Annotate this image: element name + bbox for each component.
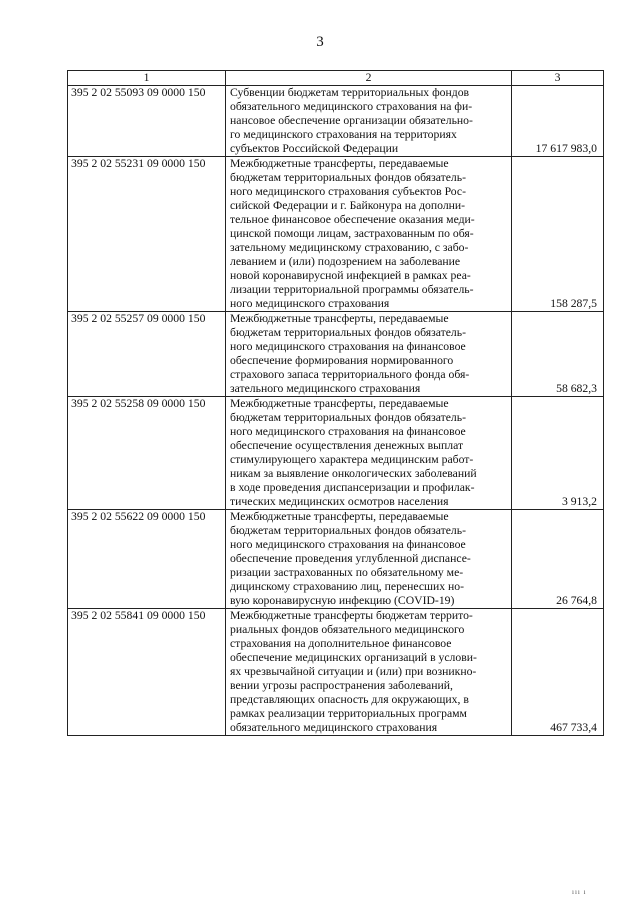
budget-code-cell: 395 2 02 55841 09 0000 150 (68, 609, 226, 736)
description-line: Межбюджетные трансферты, передаваемые (230, 510, 449, 523)
description-line: Межбюджетные трансферты бюджетам террито- (230, 609, 473, 622)
description-line: Субвенции бюджетам территориальных фондов (230, 86, 470, 99)
table-row (68, 86, 604, 157)
description-line: сийской Федерации и г. Байконура на дополни- (230, 199, 466, 212)
description-line: ного медицинского страхования (230, 297, 390, 310)
description-cell (226, 86, 512, 157)
description-line: леванием и (или) подозрением на заболевание (230, 255, 461, 268)
table-row (68, 510, 604, 609)
description-line: рамках реализации территориальных программ (230, 707, 467, 720)
description-line: нансовое обеспечение организации обязательно- (230, 114, 473, 127)
description-line: обеспечение медицинских организаций в услови- (230, 651, 477, 664)
budget-code-cell: 395 2 02 55258 09 0000 150 (68, 397, 226, 510)
description-cell (226, 609, 512, 736)
description-cell (226, 510, 512, 609)
description-line: ного медицинского страхования субъектов Рос- (230, 185, 467, 198)
description-line: бюджетам территориальных фондов обязатель- (230, 326, 466, 339)
amount-cell: 17 617 983,0 (512, 86, 604, 157)
description-cell (226, 312, 512, 397)
description-line: Межбюджетные трансферты, передаваемые (230, 157, 449, 170)
description-line: го медицинского страхования на территориях (230, 128, 457, 141)
description-line: лизации территориальной программы обязатель- (230, 283, 474, 296)
description-line: дицинскому страхованию лиц, перенесших но- (230, 580, 465, 593)
description-line: субъектов Российской Федерации (230, 142, 399, 155)
amount-cell: 26 764,8 (512, 510, 604, 609)
description-line: представляющих опасность для окружающих, в (230, 693, 469, 706)
table-row (68, 397, 604, 510)
description-line: Межбюджетные трансферты, передаваемые (230, 397, 449, 410)
column-header-2: 2 (226, 71, 512, 86)
amount-cell: 158 287,5 (512, 157, 604, 312)
budget-table (67, 70, 604, 736)
description-line: ного медицинского страхования на финансовое (230, 340, 466, 353)
amount-cell: 3 913,2 (512, 397, 604, 510)
description-line: бюджетам территориальных фондов обязатель- (230, 171, 466, 184)
budget-code-cell: 395 2 02 55231 09 0000 150 (68, 157, 226, 312)
description-line: обеспечение осуществления денежных выплат (230, 439, 464, 452)
description-line: обязательного медицинского страхования (230, 721, 438, 734)
corner-scan-mark: ııı ı (572, 888, 587, 896)
table-row (68, 312, 604, 397)
description-line: зательному медицинскому страхованию, с забо- (230, 241, 469, 254)
description-line: Межбюджетные трансферты, передаваемые (230, 312, 449, 325)
amount-cell: 467 733,4 (512, 609, 604, 736)
description-line: зательного медицинского страхования (230, 382, 421, 395)
budget-code-cell: 395 2 02 55257 09 0000 150 (68, 312, 226, 397)
description-line: тических медицинских осмотров населения (230, 495, 449, 508)
description-line: бюджетам территориальных фондов обязатель- (230, 524, 466, 537)
description-cell (226, 157, 512, 312)
description-line: обеспечение формирования нормированного (230, 354, 454, 367)
description-line: цинской помощи лицам, застрахованным по обя- (230, 227, 474, 240)
description-line: ного медицинского страхования на финансовое (230, 425, 466, 438)
description-line: страхового запаса территориального фонда обя- (230, 368, 470, 381)
table-row (68, 157, 604, 312)
description-line: обязательного медицинского страхования на фи- (230, 100, 473, 113)
description-line: риальных фондов обязательного медицинского (230, 623, 465, 636)
description-line: страхования на дополнительное финансовое (230, 637, 452, 650)
description-line: ях чрезвычайной ситуации и (или) при возникно- (230, 665, 477, 678)
description-line: новой коронавирусной инфекцией в рамках реа- (230, 269, 471, 282)
description-line: бюджетам территориальных фондов обязатель- (230, 411, 466, 424)
table-header-row (68, 71, 604, 86)
description-line: в ходе проведения диспансеризации и профилак- (230, 481, 475, 494)
amount-cell: 58 682,3 (512, 312, 604, 397)
budget-code-cell: 395 2 02 55093 09 0000 150 (68, 86, 226, 157)
description-line: стимулирующего характера медицинским работ- (230, 453, 474, 466)
description-cell (226, 397, 512, 510)
description-line: никам за выявление онкологических заболеваний (230, 467, 477, 480)
table-row (68, 609, 604, 736)
description-line: обеспечение проведения углубленной диспансе- (230, 552, 471, 565)
description-line: ного медицинского страхования на финансовое (230, 538, 466, 551)
column-header-3: 3 (512, 71, 604, 86)
column-header-1: 1 (68, 71, 226, 86)
description-line: тельное финансовое обеспечение оказания меди- (230, 213, 475, 226)
page-number: 3 (316, 34, 324, 50)
description-line: ризации застрахованных по обязательному ме- (230, 566, 464, 579)
description-line: вении угрозы распространения заболеваний, (230, 679, 453, 692)
description-line: вую коронавирусную инфекцию (COVID-19) (230, 594, 455, 607)
budget-code-cell: 395 2 02 55622 09 0000 150 (68, 510, 226, 609)
budget-table-body (68, 71, 604, 736)
